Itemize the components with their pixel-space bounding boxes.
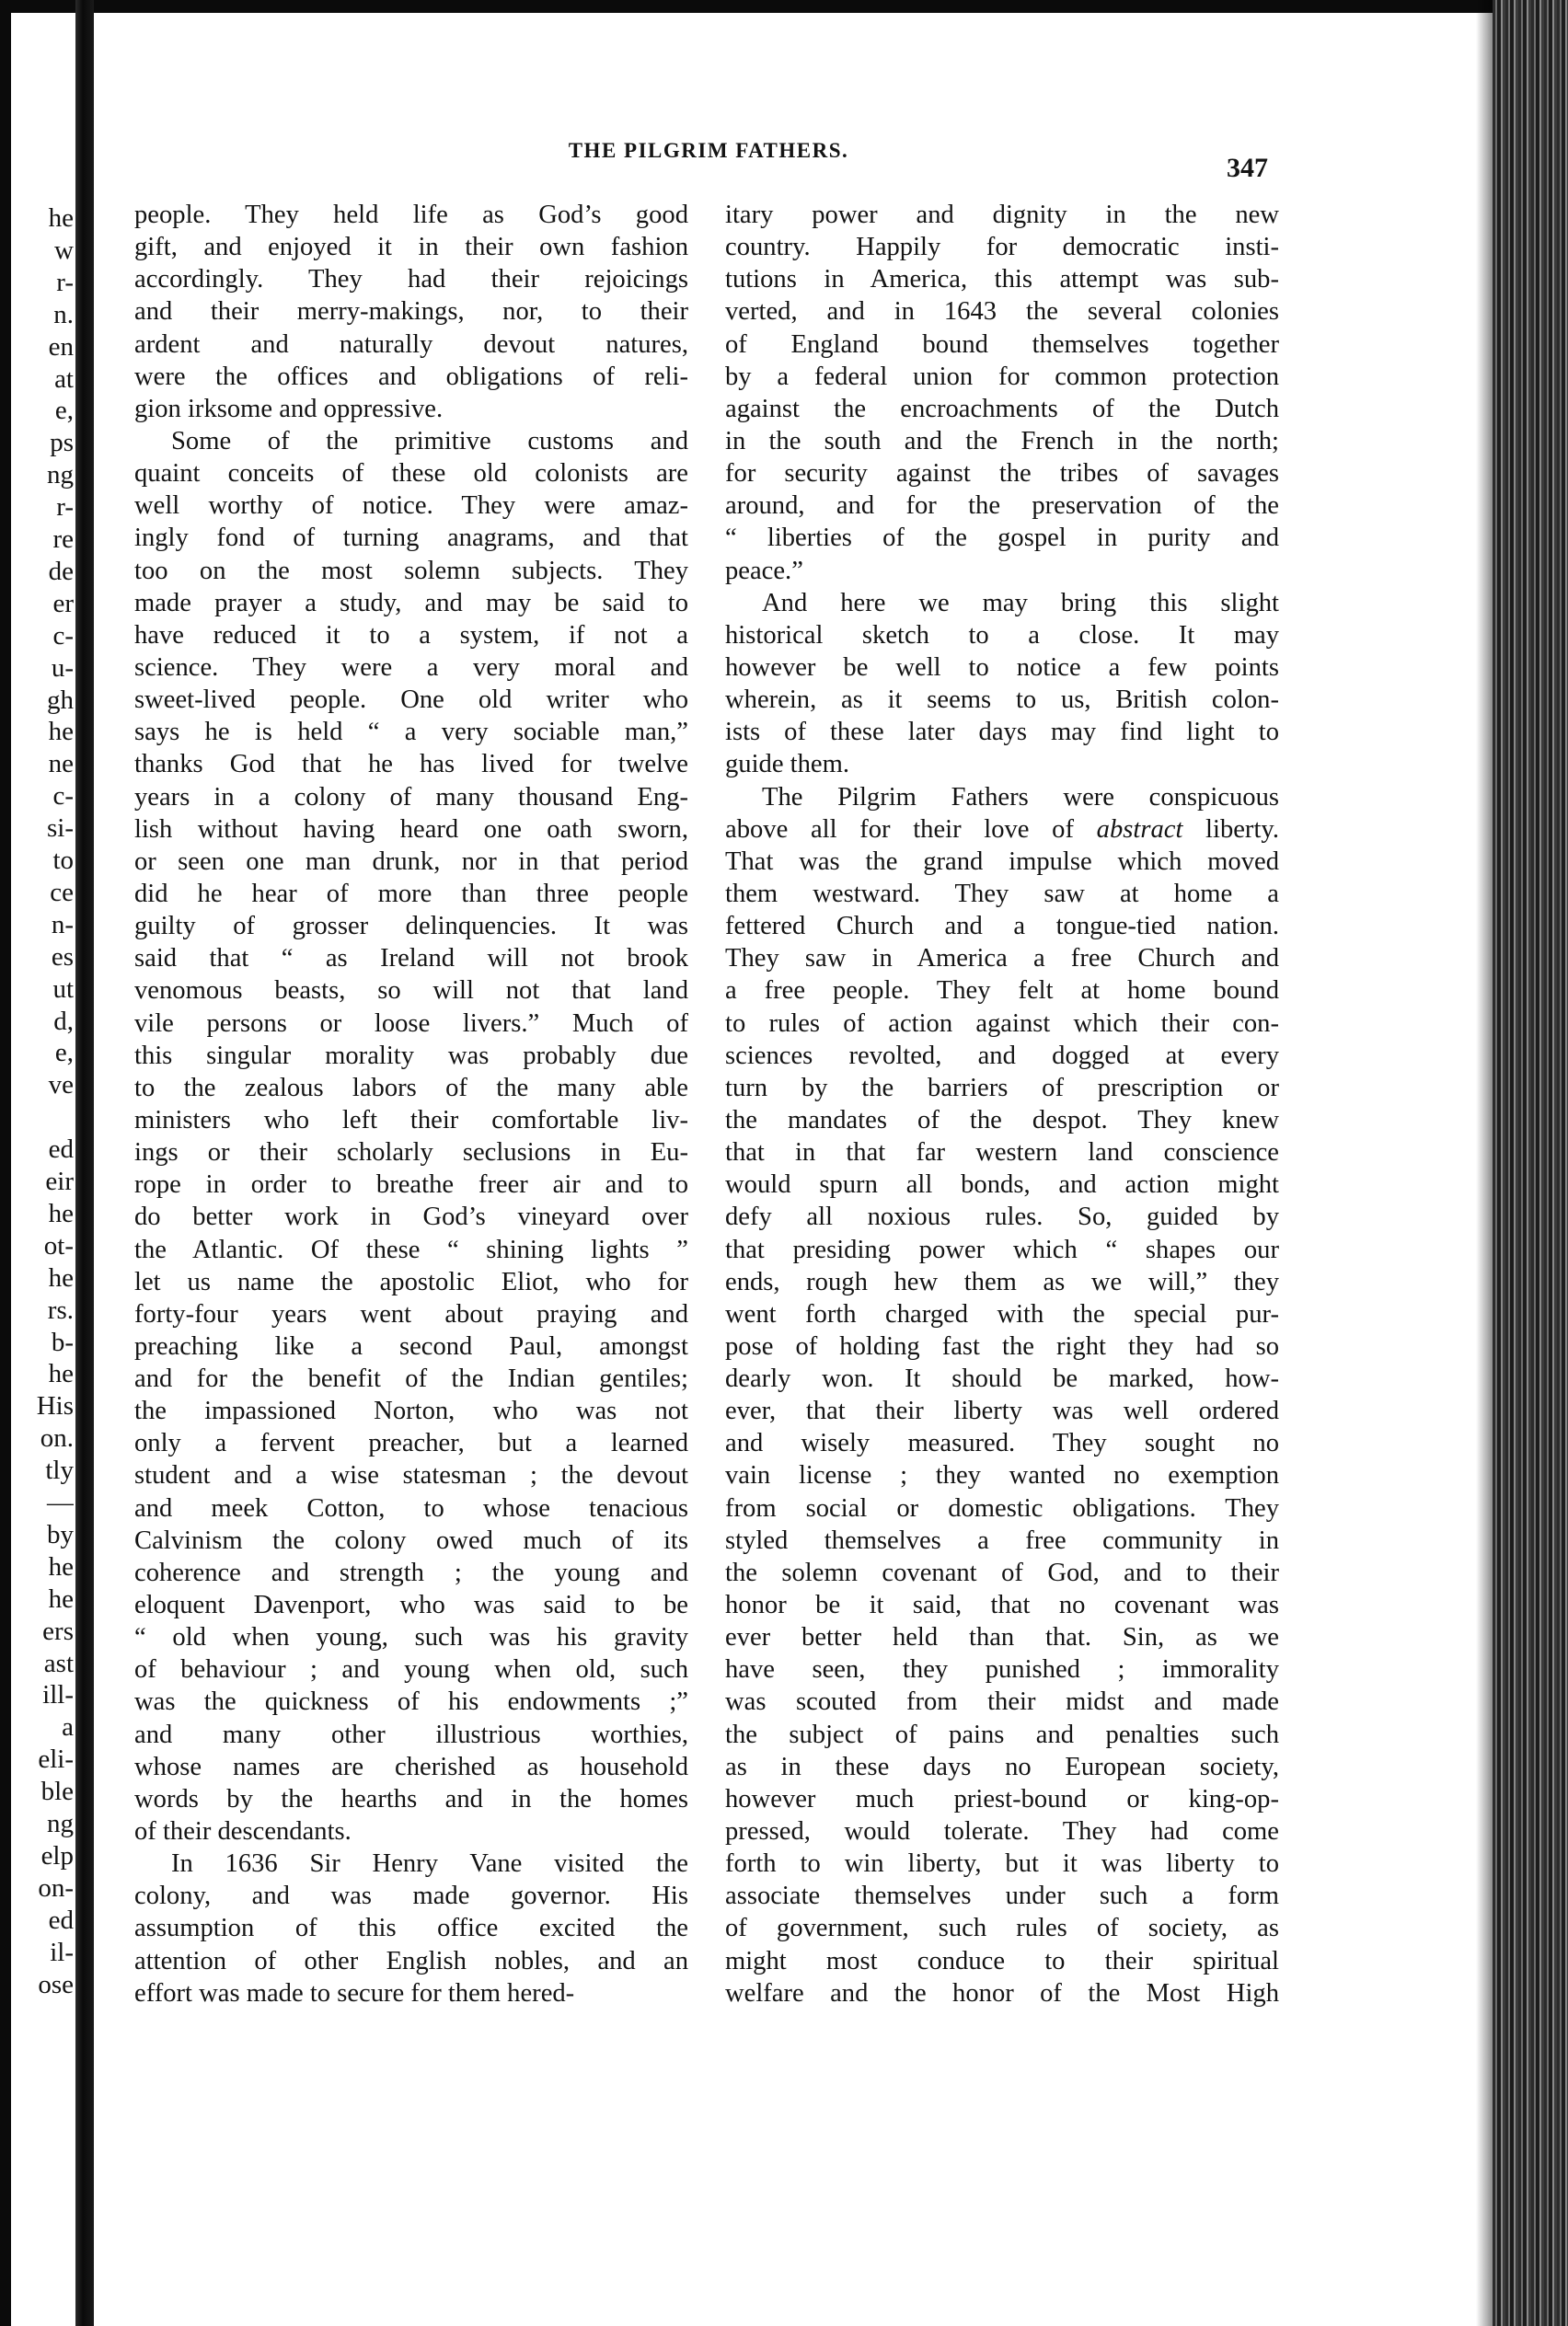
text-line: dearly won. It should be marked, how- [725,1365,1279,1394]
text-line: “ old when young, such was his gravity [134,1623,688,1652]
text-line: were the offices and obligations of reli- [134,362,688,391]
previous-page-fragment: n- [51,909,74,939]
text-fragment: liberty. [1182,814,1279,844]
text-line: forth to win liberty, but it was liberty to [725,1849,1279,1879]
text-line: however much priest-bound or king-op- [725,1784,1279,1814]
text-line: against the encroachments of the Dutch [725,394,1279,423]
previous-page-fragment: eir [45,1167,74,1196]
previous-page-fragment: ng [47,460,74,490]
text-line: of their descendants. [134,1817,352,1847]
previous-page-fragment: es [51,941,74,972]
text-line: preaching like a second Paul, amongst [134,1331,688,1361]
text-line: colony, and was made governor. His [134,1882,688,1911]
italic-phrase: abstract [1096,814,1183,844]
running-header: THE PILGRIM FATHERS. [568,139,849,162]
text-line: lish without having heard one oath sworn, [134,814,688,844]
previous-page-fragment: en [48,331,74,362]
text-line: the impassioned Norton, who was not [134,1397,688,1426]
text-line: ministers who left their comfortable liv- [134,1105,688,1134]
text-line: In 1636 Sir Henry Vane visited the [171,1849,688,1879]
text-line: ists of these later days may find light to [725,718,1279,747]
text-line: the solemn covenant of God, and to their [725,1558,1279,1587]
text-line: from social or domestic obligations. They [725,1493,1279,1523]
text-line: ever better held than that. Sin, as we [725,1623,1279,1652]
previous-page-fragment: he [48,1262,74,1293]
text-line: attention of other English nobles, and an [134,1946,688,1975]
page-edges-stack [1493,0,1568,2326]
text-line: says he is held “ a very sociable man,” [134,718,688,747]
previous-page-fragment: e, [54,1038,74,1068]
text-line: of England bound themselves together [725,329,1279,359]
previous-page-fragment: e, [54,396,74,426]
previous-page-fragment: ill- [42,1680,74,1710]
text-line: assumption of this office excited the [134,1914,688,1943]
right-text-column [725,199,1279,2009]
text-line: by a federal union for common protection [725,362,1279,391]
text-line: do better work in God’s vineyard over [134,1203,688,1232]
previous-page-fragment: His [36,1391,74,1422]
text-line: sciences revolted, and dogged at every [725,1041,1279,1070]
text-line: venomous beasts, so will not that land [134,976,688,1006]
text-line: to the zealous labors of the many able [134,1073,688,1102]
previous-page-fragment: ose [38,1969,74,1999]
text-line: only a fervent preacher, but a learned [134,1429,688,1458]
previous-page-fragment: he [48,717,74,747]
previous-page-fragment: si- [47,813,74,844]
previous-page-fragment: a [62,1712,74,1743]
previous-page-fragment: he [48,203,74,233]
previous-page-fragment: ut [52,973,74,1004]
text-line: ends, rough hew them as we will,” they [725,1267,1279,1296]
previous-page-fragment: by [47,1519,74,1549]
text-line: verted, and in 1643 the several colonies [725,297,1279,327]
text-line: associate themselves under such a form [725,1882,1279,1911]
previous-page-fragment: d, [53,1006,74,1036]
text-line: went forth charged with the special pur- [725,1299,1279,1329]
text-line: said that “ as Ireland will not brook [134,944,688,973]
previous-page-fragment: on- [38,1872,74,1903]
text-line: thanks God that he has lived for twelve [134,750,688,779]
text-line: that in that far western land conscience [725,1138,1279,1168]
text-line: them westward. They saw at home a [725,879,1279,908]
previous-page-fragment: ed [48,1134,74,1165]
text-line: vile persons or loose livers.” Much of [134,1008,688,1038]
text-line: The Pilgrim Fathers were conspicuous [762,782,1279,812]
previous-page-fragment: he [48,1583,74,1614]
text-line: pressed, would tolerate. They had come [725,1817,1279,1847]
text-line: vain license ; they wanted no exemption [725,1461,1279,1491]
text-line: Some of the primitive customs and [171,426,688,455]
text-line: and wisely measured. They sought no [725,1429,1279,1458]
text-line: country. Happily for democratic insti- [725,233,1279,262]
scan-border-top [0,0,1568,13]
text-line: around, and for the preservation of the [725,491,1279,521]
text-line: student and a wise statesman ; the devout [134,1461,688,1491]
previous-page-fragment: r- [56,492,74,523]
previous-page-fragment: r- [56,267,74,297]
text-line: Calvinism the colony owed much of its [134,1526,688,1555]
previous-page-fragment: il- [50,1937,74,1967]
previous-page-edge [13,0,74,2326]
text-line: and meek Cotton, to whose tenacious [134,1493,688,1523]
text-line: and for the benefit of the Indian gentiles; [134,1365,688,1394]
scan-border-left [0,0,11,2326]
previous-page-fragment: ng [47,1809,74,1838]
text-fragment: above all for their love of [725,814,1097,844]
previous-page-fragment: ot- [43,1230,74,1261]
previous-page-fragment: on. [40,1423,74,1454]
previous-page-fragment: ce [50,877,74,907]
text-line: ardent and naturally devout natures, [134,329,688,359]
text-line: itary power and dignity in the new [725,201,1279,229]
text-line: They saw in America a free Church and [725,944,1279,973]
text-line [725,813,1279,846]
text-line: made prayer a study, and may be said to [134,588,688,617]
previous-page-fragment: tly [45,1456,74,1486]
previous-page-fragment: rs. [47,1295,74,1325]
text-line: and many other illustrious worthies, [134,1720,688,1749]
text-line: forty-four years went about praying and [134,1299,688,1329]
page-number: 347 [1227,153,1268,183]
text-line: And here we may bring this slight [762,588,1279,617]
text-line: “ liberties of the gospel in purity and [725,524,1279,553]
previous-page-fragment: eli- [38,1744,74,1775]
previous-page-fragment: elp [40,1840,74,1871]
text-line: gion irksome and oppressive. [134,394,444,423]
text-line: let us name the apostolic Eliot, who for [134,1267,688,1296]
text-line: whose names are cherished as household [134,1752,688,1781]
text-line: turn by the barriers of prescription or [725,1073,1279,1102]
text-line: this singular morality was probably due [134,1041,688,1070]
text-line: historical sketch to a close. It may [725,620,1279,650]
text-line: years in a colony of many thousand Eng- [134,782,688,812]
previous-page-fragment: re [52,524,74,554]
text-line: gift, and enjoyed it in their own fashion [134,233,688,262]
previous-page-fragment: gh [47,685,74,715]
text-line: well worthy of notice. They were amaz- [134,491,688,521]
text-line: too on the most solemn subjects. They [134,556,688,585]
text-line: ingly fond of turning anagrams, and that [134,524,688,553]
previous-page-fragment: u- [51,652,74,683]
text-line: however be well to notice a few points [725,652,1279,682]
text-line: rope in order to breathe freer air and to [134,1170,688,1200]
text-line: as in these days no European society, [725,1752,1279,1781]
text-line: fettered Church and a tongue-tied nation. [725,912,1279,941]
text-line: eloquent Davenport, who was said to be [134,1591,688,1620]
book-gutter [75,0,94,2326]
previous-page-fragment: er [52,588,74,618]
left-text-column [134,199,688,2009]
text-line: have seen, they punished ; immorality [725,1655,1279,1685]
text-line: wherein, as it seems to us, British colon- [725,685,1279,715]
previous-page-fragment: at [54,363,74,394]
previous-page-fragment: he [48,1198,74,1228]
previous-page-fragment: he [48,1359,74,1389]
text-line: That was the grand impulse which moved [725,846,1279,876]
text-line: coherence and strength ; the young and [134,1558,688,1587]
text-line: have reduced it to a system, if not a [134,620,688,650]
previous-page-fragment: to [52,846,74,875]
text-line: tutions in America, this attempt was sub- [725,265,1279,294]
text-line: of government, such rules of society, as [725,1914,1279,1943]
text-line: in the south and the French in the north; [725,426,1279,455]
text-line: defy all noxious rules. So, guided by [725,1203,1279,1232]
text-line: accordingly. They had their rejoicings [134,265,688,294]
previous-page-fragment: — [47,1488,74,1517]
text-line: the mandates of the despot. They knew [725,1105,1279,1134]
text-line: for security against the tribes of savages [725,459,1279,489]
text-line: quaint conceits of these old colonists are [134,459,688,489]
previous-page-fragment: b- [51,1327,74,1357]
text-line: that presiding power which “ shapes our [725,1235,1279,1264]
text-line: or seen one man drunk, nor in that period [134,846,688,876]
previous-page-fragment: ve [48,1070,74,1100]
text-line: would spurn all bonds, and action might [725,1170,1279,1200]
text-line: people. They held life as God’s good [134,201,688,229]
previous-page-fragment: w [54,235,74,265]
text-line: effort was made to secure for them hered- [134,1978,575,2008]
text-line: styled themselves a free community in [725,1526,1279,1555]
text-line: guilty of grosser delinquencies. It was [134,912,688,941]
previous-page-fragment: c- [52,781,74,812]
previous-page-fragment: de [48,556,74,586]
text-line: honor be it said, that no covenant was [725,1591,1279,1620]
previous-page-fragment: ne [48,749,74,779]
text-line: welfare and the honor of the Most High [725,1978,1279,2008]
previous-page-fragment: ble [40,1777,74,1807]
text-line: peace.” [725,556,803,585]
text-line: pose of holding fast the right they had so [725,1331,1279,1361]
text-line: did he hear of more than three people [134,879,688,908]
text-line: to rules of action against which their con- [725,1008,1279,1038]
text-line: words by the hearths and in the homes [134,1784,688,1814]
text-line: was scouted from their midst and made [725,1687,1279,1717]
text-line: guide them. [725,750,849,779]
previous-page-fragment: ers [42,1616,74,1646]
previous-page-fragment: c- [52,620,74,651]
text-line: was the quickness of his endowments ;” [134,1687,688,1717]
text-line: of behaviour ; and young when old, such [134,1655,688,1685]
text-line: the Atlantic. Of these “ shining lights ” [134,1235,688,1264]
previous-page-fragment: ed [48,1905,74,1935]
text-line: the subject of pains and penalties such [725,1720,1279,1749]
text-line: ings or their scholarly seclusions in Eu- [134,1138,688,1168]
previous-page-fragment: n. [53,299,74,329]
previous-page-fragment: ps [50,428,74,458]
text-line: ever, that their liberty was well ordered [725,1397,1279,1426]
text-line: science. They were a very moral and [134,652,688,682]
text-line: might most conduce to their spiritual [725,1946,1279,1975]
previous-page-fragment: he [48,1551,74,1582]
text-line: sweet-lived people. One old writer who [134,685,688,715]
text-line: and their merry-makings, nor, to their [134,297,688,327]
previous-page-fragment: ast [43,1648,74,1678]
text-line: a free people. They felt at home bound [725,976,1279,1006]
